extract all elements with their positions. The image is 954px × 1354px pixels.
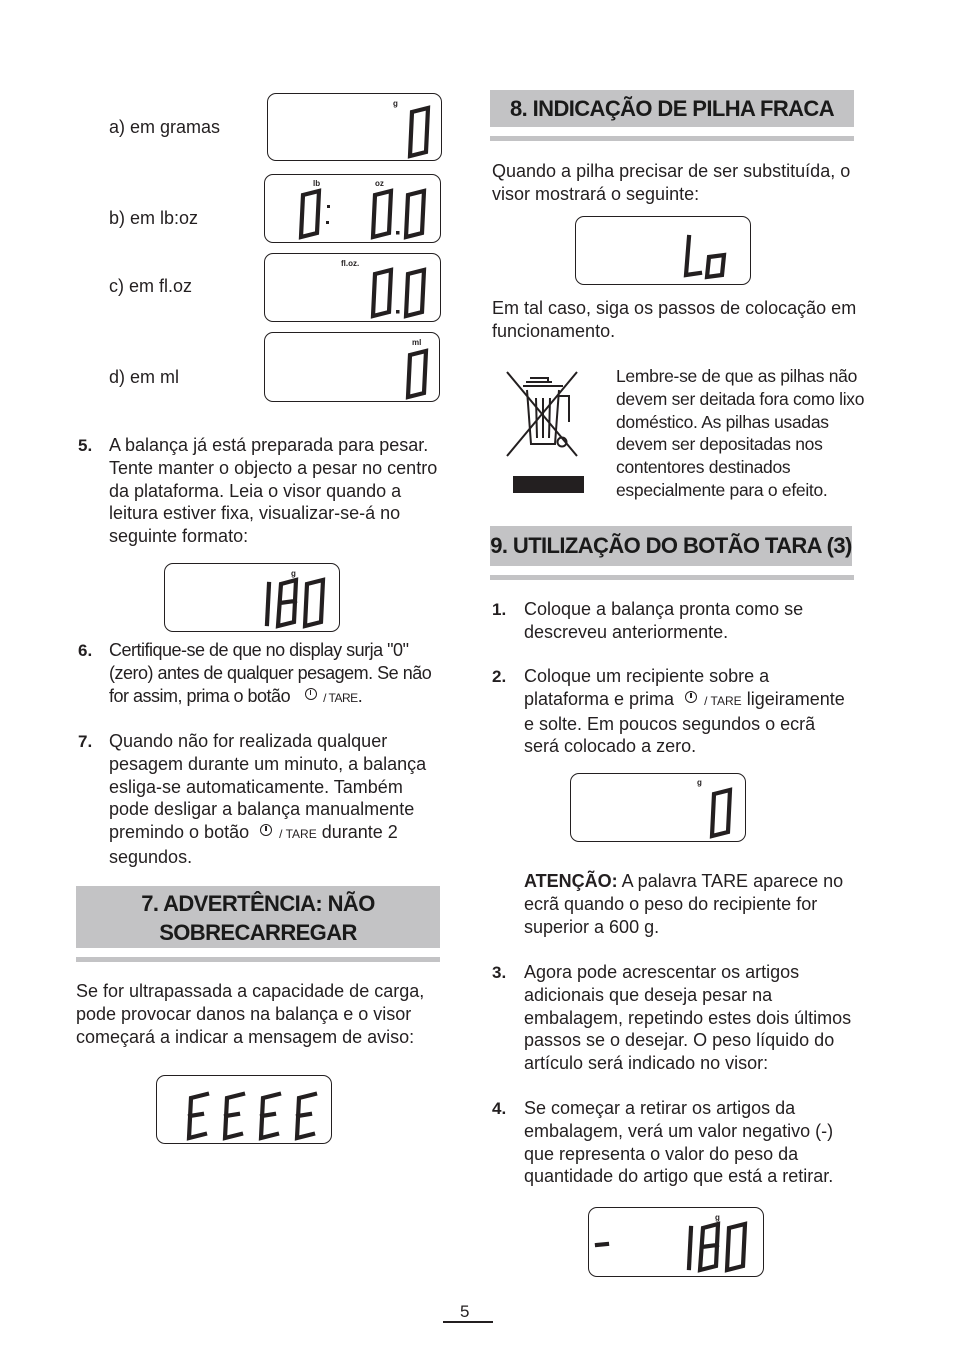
crossed-bin-icon <box>503 368 585 494</box>
digits-180 <box>165 564 341 633</box>
step-text: Agora pode acrescentar os artigos adicionais que deseja pesar na embalagem, repetindo estes dois últimos passos se o desejar. O peso líquido do artículo será indicado no visor: <box>524 962 852 1074</box>
step-number: 7. <box>78 732 93 751</box>
section-title-line2: SOBRECARREGAR <box>159 920 357 945</box>
tare-label: / TARE <box>704 693 742 708</box>
unit-label-floz: c) em fl.oz <box>109 276 193 296</box>
unit-tag-oz: oz <box>375 179 384 188</box>
unit-tag-g: g <box>697 778 702 787</box>
digits-lboz <box>265 175 442 244</box>
power-icon <box>685 691 697 703</box>
page-number: 5 <box>460 1302 470 1321</box>
step-number: 4. <box>492 1099 507 1118</box>
unit-label-lboz: b) em lb:oz <box>109 208 199 228</box>
unit-tag-g: g <box>291 569 296 578</box>
lcd-display-180 <box>164 563 340 632</box>
section-heading: 8. INDICAÇÃO DE PILHA FRACA <box>490 90 854 127</box>
digits-eeee <box>157 1076 333 1145</box>
section-text: Em tal caso, siga os passos de colocação em funcionamento. <box>492 298 857 341</box>
digits-negative-180 <box>589 1208 765 1278</box>
tare-label: / TARE <box>323 690 358 705</box>
power-icon <box>305 688 317 700</box>
step-number: 2. <box>492 667 507 686</box>
attention-note <box>524 870 864 938</box>
power-tare-button-icon <box>305 686 358 706</box>
step-text <box>109 639 444 709</box>
step-text: A balança já está preparada para pesar. Tente manter o objecto a pesar no centro da plataforma. Leia o visor quando a leitura estiver fixa, visualizar-se-á no seguinte formato: <box>109 435 438 547</box>
lcd-display-negative <box>588 1207 764 1277</box>
digits-lo <box>576 217 752 286</box>
section-text: Se for ultrapassada a capacidade de carga, pode provocar danos na balança e o visor começará a indicar a mensagem de aviso: <box>76 981 425 1047</box>
unit-tag-g: g <box>715 1213 720 1222</box>
section-text: Quando a pilha precisar de ser substituída, o visor mostrará o seguinte: <box>492 161 851 204</box>
step-number: 3. <box>492 963 507 982</box>
lcd-display-lboz <box>264 174 441 243</box>
power-icon <box>260 824 272 836</box>
lcd-display-eeee <box>156 1075 332 1144</box>
section-heading: 9. UTILIZAÇÃO DO BOTÃO TARA (3) <box>490 526 852 566</box>
step-text: Coloque a balança pronta como se descreveu anteriormente. <box>524 599 804 642</box>
section-heading <box>76 886 440 948</box>
section-rule <box>490 575 854 580</box>
page-number-rule <box>443 1321 493 1323</box>
section-rule <box>76 957 440 962</box>
step-number: 6. <box>78 641 93 660</box>
digit-zero <box>571 774 747 843</box>
step-number: 5. <box>78 436 93 455</box>
digits-floz <box>265 254 442 323</box>
lcd-display-lo <box>575 216 751 285</box>
step-text-before: Certifique-se de que no display surja "0" (zero) antes de qualquer pesagem. Se não for assim, prima o botão <box>109 640 432 706</box>
step-text-before: Quando não for realizada qualquer pesagem durante um minuto, a balança esliga-se automaticamente. Também pode desligar a balança manualmente premindo o botão <box>109 731 427 843</box>
lcd-display-grams <box>267 93 442 161</box>
step-text-after: . <box>357 685 363 706</box>
unit-tag-g: g <box>393 99 398 108</box>
lcd-display-floz <box>264 253 441 322</box>
unit-tag-ml: ml <box>412 338 422 347</box>
step-text-after: durante 2 segundos. <box>109 822 398 867</box>
step-text <box>524 665 854 758</box>
attention-label: ATENÇÃO: <box>524 871 618 891</box>
digit-zero-ml <box>265 333 441 403</box>
tare-label: / TARE <box>279 827 317 842</box>
power-tare-button-icon <box>685 689 742 709</box>
lcd-display-zero <box>570 773 746 842</box>
unit-label-ml: d) em ml <box>109 367 180 387</box>
lcd-display-ml <box>264 332 440 402</box>
step-text: Se começar a retirar os artigos da embalagem, verá um valor negativo (-) que representa o valor do peso da quantidade do artigo que está a retirar. <box>524 1098 834 1187</box>
unit-label-grams: a) em gramas <box>109 117 221 137</box>
power-tare-button-icon <box>260 822 317 842</box>
section-rule <box>490 136 854 141</box>
section-title-line1: 7. ADVERTÊNCIA: NÃO <box>141 891 375 916</box>
step-text <box>109 730 444 869</box>
step-text-before: Coloque um recipiente sobre a plataforma e prima <box>524 666 770 709</box>
step-number: 1. <box>492 600 507 619</box>
attention-text: A palavra TARE aparece no ecrã quando o peso do recipiente for superior a 600 g. <box>524 871 844 937</box>
unit-tag-lb: lb <box>313 179 321 188</box>
digit-zero <box>268 94 443 162</box>
step-text-after: ligeiramente e solte. Em poucos segundos o ecrã será colocado a zero. <box>524 688 845 757</box>
unit-tag-floz: fl.oz. <box>341 259 360 268</box>
battery-disposal-note: Lembre-se de que as pilhas não devem ser deitada fora como lixo doméstico. As pilhas usadas devem ser depositadas nos contentores destinados especialmente para o efeito. <box>616 366 865 500</box>
